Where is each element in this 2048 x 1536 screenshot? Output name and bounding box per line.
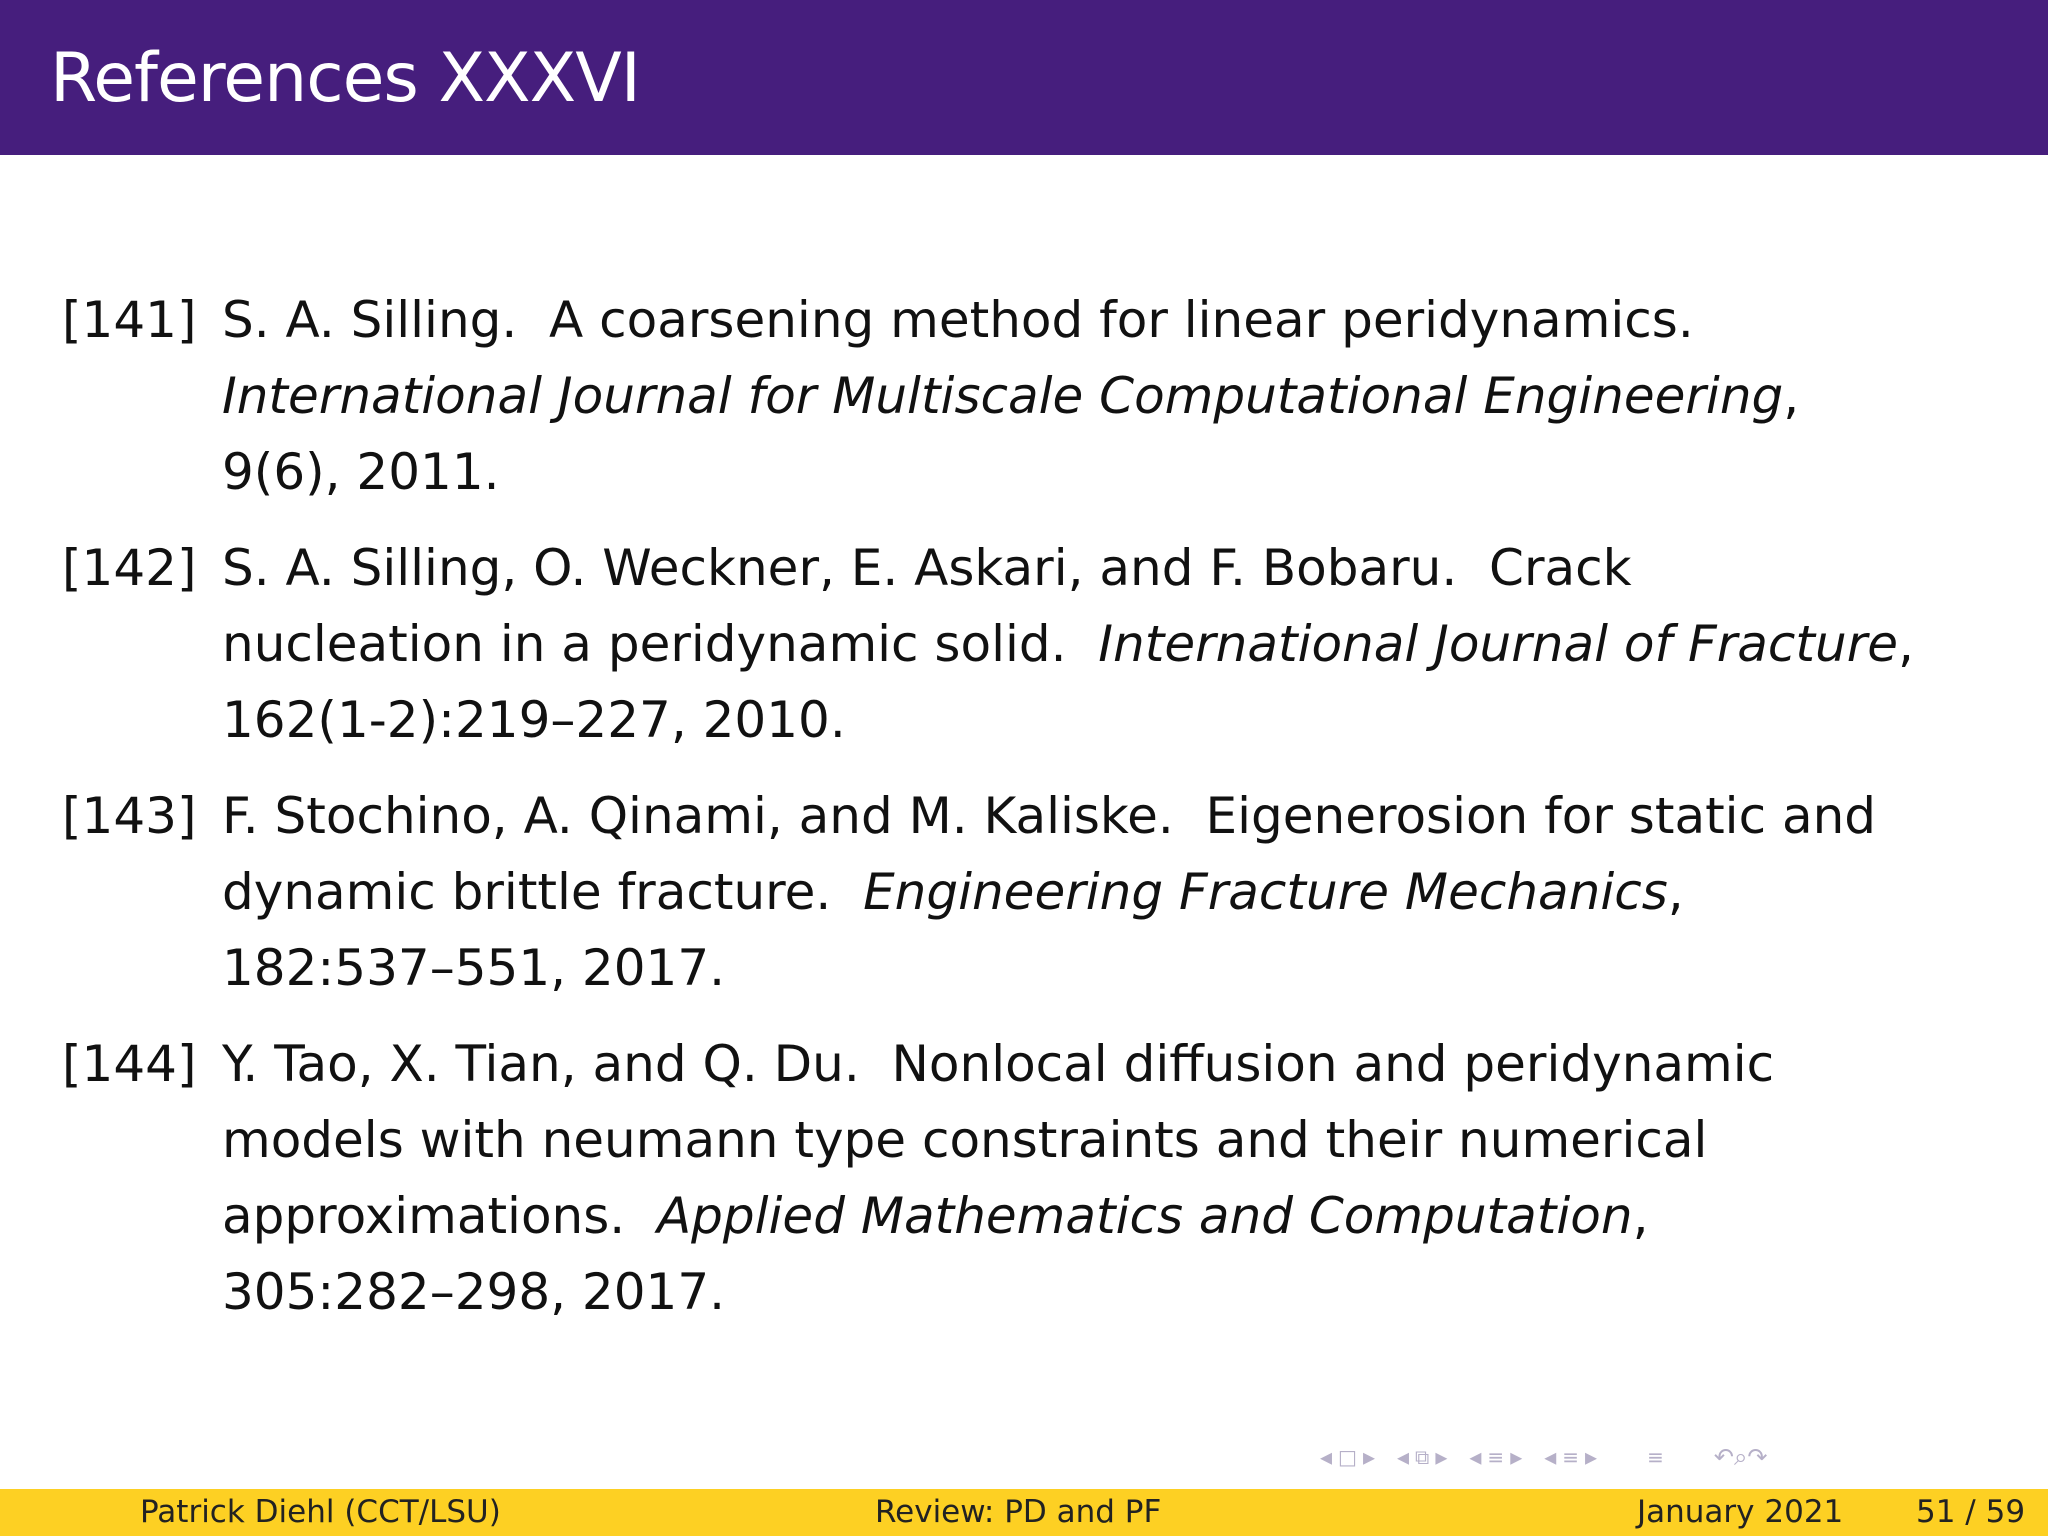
journal-name: Applied Mathematics and Computation (656, 1187, 1633, 1245)
reference-text (222, 282, 2032, 510)
nav-doc-left-icon[interactable]: ◂ (1544, 1443, 1557, 1471)
reference-segment: 9(6), 2011. (222, 443, 500, 501)
nav-subsection-icon[interactable]: ⧉ (1415, 1445, 1430, 1469)
journal-name: Engineering Fracture Mechanics (863, 863, 1668, 921)
footer-date: January 2021 (1637, 1494, 1844, 1530)
nav-section-left-icon[interactable]: ◂ (1469, 1443, 1482, 1471)
reference-text (222, 530, 2032, 758)
reference-segment: approximations. (222, 1187, 657, 1245)
reference-line (222, 1178, 2032, 1254)
reference-number: [143] (62, 787, 197, 845)
nav-back-icon[interactable]: ↶ (1713, 1443, 1734, 1471)
reference-segment: F. Stochino, A. Qinami, and M. Kaliske. Eigenerosion for static and (222, 787, 1877, 845)
reference-segment: nucleation in a peridynamic solid. (222, 615, 1099, 673)
slide-header (0, 0, 2048, 155)
journal-name: International Journal for Multiscale Computational Engineering (222, 367, 1784, 425)
journal-name: International Journal of Fracture (1098, 615, 1899, 673)
reference-segment: 305:282–298, 2017. (222, 1263, 726, 1321)
reference-number: [142] (62, 539, 197, 597)
reference-line (222, 1026, 2032, 1102)
reference-line (222, 930, 2032, 1006)
reference-line (222, 1254, 2032, 1330)
nav-subsection-right-icon[interactable]: ▸ (1435, 1443, 1448, 1471)
nav-subsection-left-icon[interactable]: ◂ (1397, 1443, 1410, 1471)
nav-appendix-icon[interactable]: ≡ (1647, 1445, 1664, 1469)
reference-line (222, 1102, 2032, 1178)
slide-title: References XXXVI (50, 39, 640, 118)
nav-forward-icon[interactable]: ↷ (1747, 1443, 1768, 1471)
footer-title: Review: PD and PF (875, 1494, 1162, 1530)
reference-text (222, 1026, 2032, 1330)
nav-doc-icon[interactable]: ≡ (1562, 1445, 1580, 1469)
reference-line (222, 358, 2032, 434)
nav-section-icon[interactable]: ≡ (1487, 1445, 1505, 1469)
reference-line (222, 682, 2032, 758)
reference-segment: , (1783, 367, 1800, 425)
footer-author: Patrick Diehl (CCT/LSU) (140, 1494, 501, 1530)
reference-line (222, 854, 2032, 930)
reference-line (222, 778, 2032, 854)
reference-segment: 182:537–551, 2017. (222, 939, 726, 997)
beamer-navigation (1320, 1437, 1768, 1477)
nav-search-icon[interactable]: ⌕ (1733, 1443, 1748, 1471)
nav-right-icon[interactable]: ▸ (1362, 1443, 1375, 1471)
reference-number: [144] (62, 1035, 197, 1093)
reference-line (222, 530, 2032, 606)
reference-line (222, 606, 2032, 682)
nav-doc-right-icon[interactable]: ▸ (1585, 1443, 1598, 1471)
nav-section-right-icon[interactable]: ▸ (1510, 1443, 1523, 1471)
reference-segment: , (1667, 863, 1684, 921)
slide-footer (0, 1489, 2048, 1536)
reference-segment: models with neumann type constraints and their numerical (222, 1111, 1708, 1169)
reference-segment: S. A. Silling, O. Weckner, E. Askari, and F. Bobaru. Crack (222, 539, 1632, 597)
reference-text (222, 778, 2032, 1006)
reference-segment: dynamic brittle fracture. (222, 863, 864, 921)
nav-frame-icon[interactable]: □ (1338, 1445, 1357, 1469)
reference-segment: 162(1-2):219–227, 2010. (222, 691, 846, 749)
nav-left-icon[interactable]: ◂ (1320, 1443, 1333, 1471)
footer-page-number: 51 / 59 (1916, 1494, 2026, 1530)
reference-segment: Y. Tao, X. Tian, and Q. Du. Nonlocal diffusion and peridynamic (222, 1035, 1775, 1093)
reference-segment: , (1632, 1187, 1649, 1245)
reference-line (222, 282, 2032, 358)
reference-segment: , (1898, 615, 1914, 673)
reference-line (222, 434, 2032, 510)
reference-number: [141] (62, 291, 197, 349)
reference-segment: S. A. Silling. A coarsening method for linear peridynamics. (222, 291, 1694, 349)
